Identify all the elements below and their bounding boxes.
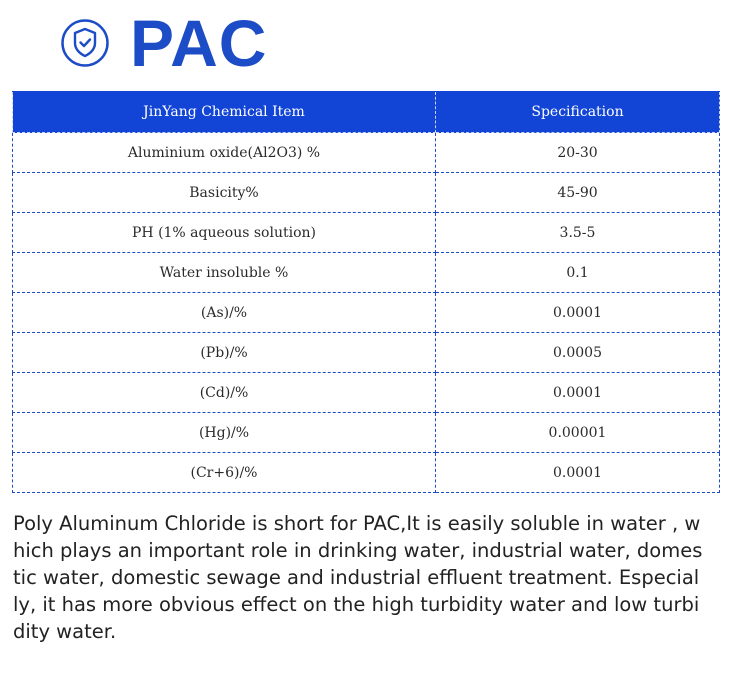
page-header xyxy=(60,6,268,80)
spec-cell: 0.00001 xyxy=(436,413,720,453)
item-cell: Water insoluble % xyxy=(13,253,436,293)
table-row xyxy=(13,373,720,413)
table-row xyxy=(13,293,720,333)
page-title: PAC xyxy=(130,6,268,80)
item-cell: Aluminium oxide(Al2O3) % xyxy=(13,133,436,173)
column-header-item: JinYang Chemical Item xyxy=(13,92,436,133)
product-description: Poly Aluminum Chloride is short for PAC,It is easily soluble in water , which plays an important role in drinking water, industrial water, domestic water, domestic sewage and industrial effluent treatment. Especially, it has more obvious effect on the high turbidity water and low turbidity water. xyxy=(13,512,703,643)
spec-cell: 0.0001 xyxy=(436,453,720,493)
spec-cell: 0.1 xyxy=(436,253,720,293)
item-cell: Basicity% xyxy=(13,173,436,213)
table-row xyxy=(13,333,720,373)
spec-cell: 3.5-5 xyxy=(436,213,720,253)
spec-table xyxy=(12,91,720,493)
spec-cell: 20-30 xyxy=(436,133,720,173)
table-row xyxy=(13,173,720,213)
item-cell: (Cr+6)/% xyxy=(13,453,436,493)
spec-cell: 0.0001 xyxy=(436,293,720,333)
spec-cell: 0.0005 xyxy=(436,333,720,373)
table-row xyxy=(13,133,720,173)
table-row xyxy=(13,453,720,493)
item-cell: (Cd)/% xyxy=(13,373,436,413)
table-row xyxy=(13,213,720,253)
item-cell: (As)/% xyxy=(13,293,436,333)
shield-check-icon xyxy=(60,18,110,68)
item-cell: (Hg)/% xyxy=(13,413,436,453)
item-cell: (Pb)/% xyxy=(13,333,436,373)
table-header-row xyxy=(13,92,720,133)
table-row xyxy=(13,413,720,453)
spec-cell: 0.0001 xyxy=(436,373,720,413)
item-cell: PH (1% aqueous solution) xyxy=(13,213,436,253)
spec-cell: 45-90 xyxy=(436,173,720,213)
table-row xyxy=(13,253,720,293)
column-header-specification: Specification xyxy=(436,92,720,133)
